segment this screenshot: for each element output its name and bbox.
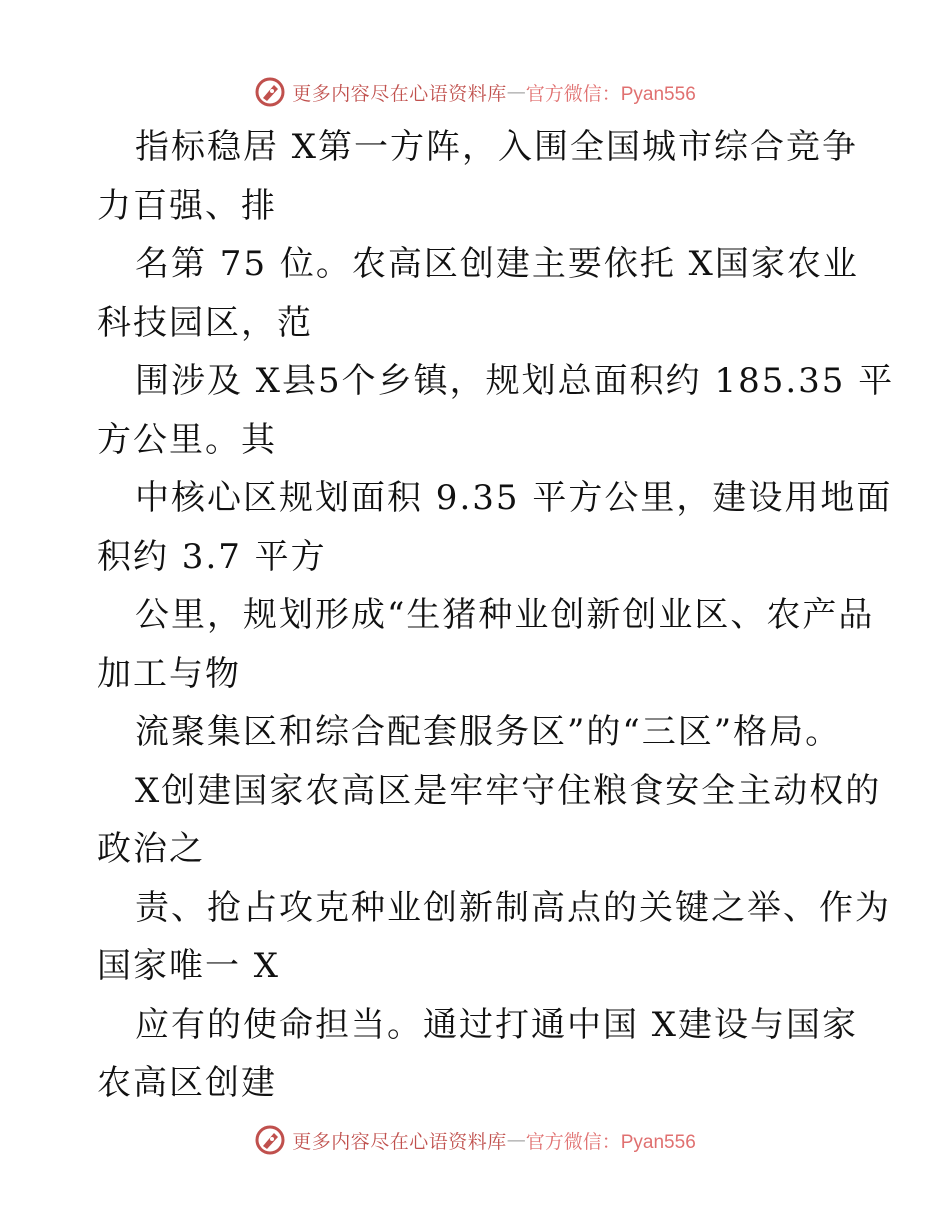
footer-watermark <box>0 1120 950 1160</box>
watermark-brand: 更多内容尽在心语资料库 <box>292 82 507 105</box>
body-line: 围涉及 X县5个乡镇，规划总面积约 185.35 平 <box>135 361 895 401</box>
watermark-contact: 官方微信：Pyan556 <box>525 83 696 105</box>
watermark-brand: 更多内容尽在心语资料库 <box>292 1130 507 1153</box>
body-line: 责、抢占攻克种业创新制高点的关键之举、作为 <box>135 887 891 928</box>
watermark-separator: — <box>506 1129 526 1151</box>
body-line: 名第 75 位。农高区创建主要依托 X国家农业 <box>135 244 859 284</box>
body-line: 方公里。其 <box>97 419 277 460</box>
body-line: 中核心区规划面积 9.35 平方公里，建设用地面 <box>135 478 893 518</box>
body-line: 流聚集区和综合配套服务区”的“三区”格局。 <box>135 712 842 752</box>
body-line: 应有的使命担当。通过打通中国 X建设与国家 <box>135 1004 859 1045</box>
body-line: 农高区创建 <box>97 1063 277 1103</box>
body-line: X创建国家农高区是牢牢守住粮食安全主动权的 <box>135 770 882 811</box>
document-body <box>97 118 897 1113</box>
body-line: 科技园区，范 <box>97 302 313 343</box>
body-line: 指标稳居 X第一方阵，入围全国城市综合竞争 <box>135 127 859 167</box>
pen-nib-logo-icon <box>254 76 286 108</box>
watermark-contact: 官方微信：Pyan556 <box>525 1131 696 1153</box>
body-line: 国家唯一 X <box>97 946 281 986</box>
body-line: 积约 3.7 平方 <box>97 536 327 577</box>
pen-nib-logo-icon <box>254 1124 286 1156</box>
header-watermark <box>0 72 950 112</box>
body-line: 公里，规划形成“生猪种业创新创业区、农产品 <box>135 595 875 635</box>
body-line: 加工与物 <box>97 653 241 694</box>
body-line: 力百强、排 <box>97 185 277 226</box>
watermark-separator: — <box>506 81 526 103</box>
body-line: 政治之 <box>97 829 205 869</box>
